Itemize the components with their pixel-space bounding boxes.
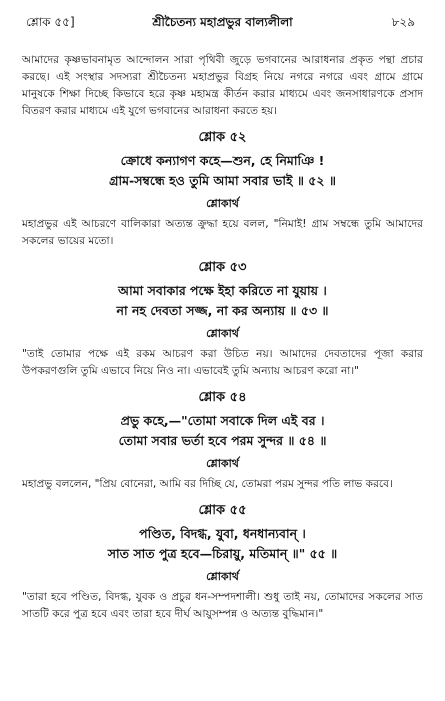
page-number: ৮২৯: [391, 15, 415, 29]
translation-title: শ্লোকার্থ: [206, 570, 239, 583]
translation-title: শ্লোকার্থ: [206, 327, 239, 340]
intro-paragraph: আমাদের কৃষ্ণভাবনামৃত আন্দোলন সারা পৃথিবী জুড়ে ভগবানের আরাধনার প্রকৃত পন্থা প্রচার করছে। এই সংস্থার সদস্যরা শ্রীচৈতন্য মহাপ্রভুর বিগ্রহ নিয়ে নগরে নগরে এবং গ্রামে গ্রামে মানুষকে শিক্ষা দিচ্ছে কিভাবে হরে কৃষ্ণ মহামন্ত্র কীর্তন করার মাধ্যমে এবং জনসাধারণকে প্রসাদ বিতরণ করার মাধ্যমে এই যুগে ভগবানের আরাধনা করতে হয়।: [22, 54, 423, 117]
translation-paragraph: "তাই তোমার পক্ষে এই রকম আচরণ করা উচিত নয়। আমাদের দেবতাদের পূজা করার উপকরণগুলি তুমি এভাবে নিয়ে নিও না। এভাবেই তুমি অন্যায় আচরণ করো না।": [22, 348, 423, 377]
verse-line: ক্রোধে কন্যাগণ কহে—শুন, হে নিমাঞি !: [120, 153, 325, 168]
shloka-54: [22, 388, 423, 493]
page-header: [22, 10, 423, 34]
header-verse-ref: শ্লোক ৫৫]: [26, 15, 75, 29]
verse-line: তোমা সবার ভর্তা হবে পরম সুন্দর ॥ ৫৪ ॥: [118, 433, 327, 448]
verse-line: না নহ দেবতা সজ্জ, না কর অন্যায় ॥ ৫৩ ॥: [116, 303, 329, 318]
shloka-55: [22, 501, 423, 623]
shloka-title: শ্লোক ৫৫: [198, 503, 247, 518]
translation-title: শ্লোকার্থ: [206, 457, 239, 470]
shloka-title: শ্লোক ৫২: [198, 130, 247, 145]
verse-line: প্রভু কহে,—"তোমা সবাকে দিল এই বর ।: [120, 413, 325, 428]
shloka-title: শ্লোক ৫৩: [198, 260, 247, 275]
verse-line: আমা সবাকার পক্ষে ইহা করিতে না যুয়ায় ।: [118, 283, 327, 298]
shloka-title: শ্লোক ৫৪: [198, 390, 247, 405]
translation-paragraph: মহাপ্রভুর এই আচরণে বালিকারা অত্যন্ত ক্রুদ্ধা হয়ে বলল, "নিমাই! গ্রাম সম্বন্ধে তুমি আমাদের সকলের ভায়ের মতো।: [22, 218, 423, 247]
shloka-53: [22, 258, 423, 380]
translation-title: শ্লোকার্থ: [206, 197, 239, 210]
verse-line: সাত সাত পুত্র হবে—চিরায়ু, মতিমান্ ॥" ৫৫ ॥: [107, 546, 338, 561]
header-title: শ্রীচৈতন্য মহাপ্রভুর বাল্যলীলা: [152, 15, 293, 29]
translation-paragraph: মহাপ্রভু বললেন, "প্রিয় বোনেরা, আমি বর দিচ্ছি যে, তোমরা পরম সুন্দর পতি লাভ করবে।: [22, 478, 393, 490]
verse-line: পণ্ডিত, বিদগ্ধ, যুবা, ধনধান্যবান্ ।: [139, 526, 306, 541]
shloka-52: [22, 128, 423, 250]
translation-paragraph: "তারা হবে পণ্ডিত, বিদগ্ধ, যুবক ও প্রচুর ধন-সম্পদশালী। শুধু তাই নয়, তোমাদের সকলের সাত সাতটি করে পুত্র হবে এবং তারা হবে দীর্ঘ আয়ুসম্পন্ন ও অত্যন্ত বুদ্ধিমান।": [22, 591, 423, 620]
verse-line: গ্রাম-সম্বন্ধে হও তুমি আমা সবার ভাই ॥ ৫২ ॥: [109, 173, 336, 188]
